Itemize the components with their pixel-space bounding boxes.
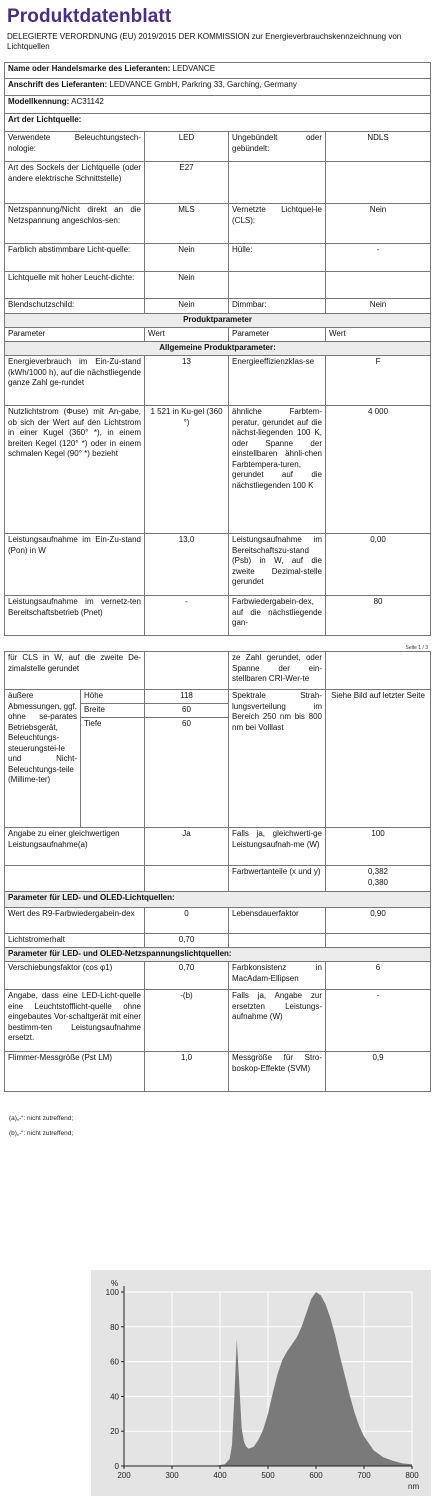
dimensions-label: äußere Abmessungen, ggf. ohne se-parates Betriebsgerät, Beleuchtungs-steuerungstei-le und Nicht-Beleuchtungs-teile (Millime-ter): [5, 690, 81, 828]
on-mode-power-value: 13,0: [145, 534, 229, 596]
supplier-name-value: LEDVANCE: [172, 64, 216, 73]
luminous-flux-value: 1 521 in Ku-gel (360 °): [145, 406, 229, 534]
dimmable-label: Dimmbar:: [229, 299, 326, 314]
energy-class-label: Energieeffizienzklas-se: [229, 356, 326, 406]
x-tick-label: 800: [405, 1471, 419, 1480]
col-header-parameter: Parameter: [5, 328, 145, 342]
page-number: Seite 1 / 3: [405, 645, 428, 651]
replacement-claim-label: Angabe, dass eine LED-Licht-quelle eine Leuchtstofflicht-quelle ohne eingebautes Vor-schaltgerät mit einer bestimm-ten Leistungsaufnahme ersetzt.: [5, 990, 145, 1052]
y-axis-label: %: [111, 1279, 119, 1288]
lumen-maintenance-value: 0,70: [145, 934, 229, 948]
technology-label: Verwendete Beleuchtungstech-nologie:: [5, 132, 145, 162]
cri-value: 80: [326, 596, 431, 636]
on-mode-power-label: Leistungsaufnahme im Ein-Zu-stand (Pon) in W: [5, 534, 145, 596]
r9-value: 0: [145, 908, 229, 934]
x-tick-label: 500: [261, 1471, 275, 1480]
x-tick-label: 600: [309, 1471, 323, 1480]
anti-glare-value: Nein: [145, 299, 229, 314]
col-header-parameter: Parameter: [229, 328, 326, 342]
y-tick-label: 20: [110, 1427, 119, 1437]
supplier-name-row: [5, 63, 431, 79]
empty-cell: [326, 934, 431, 948]
depth-value: 60: [145, 718, 229, 828]
cap-type-value: E27: [145, 162, 229, 204]
stroboscopic-label: Messgröße für Stro-boskop-Effekte (SVM): [229, 1052, 326, 1092]
networked-standby-label-cont: für CLS in W, auf die zweite De-zimalstelle gerundet: [5, 652, 145, 690]
stroboscopic-value: 0,9: [326, 1052, 431, 1092]
y-tick-label: 0: [114, 1462, 119, 1471]
height-value: 118: [145, 690, 229, 704]
cri-label: Farbwiedergabein-dex, auf die nächstliegende gan-: [229, 596, 326, 636]
regulation-subtitle: DELEGIERTE VERORDNUNG (EU) 2019/2015 DER KOMMISSION zur Energieverbrauchskennzeichnung von Lichtquellen: [7, 32, 402, 52]
y-tick-label: 80: [110, 1322, 119, 1332]
width-label: Breite: [81, 704, 145, 718]
flicker-value: 1,0: [145, 1052, 229, 1092]
mains-label: Netzspannung/Nicht direkt an die Netzspannung angeschlos-sen:: [5, 204, 145, 244]
chromaticity-x: 0,382: [367, 867, 389, 876]
product-parameters-heading: Produktparameter: [5, 314, 431, 328]
x-tick-label: 700: [357, 1471, 371, 1480]
y-tick-label: 100: [105, 1288, 119, 1297]
high-luminance-value: Nein: [145, 272, 229, 299]
product-data-table-page1: [4, 62, 431, 636]
x-axis-label: nm: [408, 1482, 420, 1491]
cri-label-cont: ze Zahl gerundet, oder Spanne der ein-stellbaren CRI-Wer-te: [229, 652, 326, 690]
col-header-value: Wert: [326, 328, 431, 342]
survival-factor-label: Lebensdauerfaktor: [229, 908, 326, 934]
product-data-table-page2: [4, 651, 431, 1092]
macadam-label: Farbkonsistenz in MacAdam-Ellipsen: [229, 962, 326, 990]
cap-type-label: Art des Sockels der Lichtquelle (oder andere elektrische Schnittstelle): [5, 162, 145, 204]
macadam-value: 6: [326, 962, 431, 990]
empty-cell: [229, 272, 326, 299]
colour-tunable-label: Farblich abstimmbare Licht-quelle:: [5, 244, 145, 272]
dimmable-value: Nein: [326, 299, 431, 314]
flicker-label: Flimmer-Messgröße (Pst LM): [5, 1052, 145, 1092]
cct-label: ähnliche Farbtem-peratur, gerundet auf die nächst-liegenden 100 K, oder Spanne der einstellbaren ähnli-chen Farbtempera-turen, gerundet auf die nächstliegenden 100 K: [229, 406, 326, 534]
energy-consumption-label: Energieverbrauch im Ein-Zu-stand (kWh/1000 h), auf die nächstliegende ganze Zahl ge-rundet: [5, 356, 145, 406]
connected-value: Nein: [326, 204, 431, 244]
mains-value: MLS: [145, 204, 229, 244]
chromaticity-label: Farbwertanteile (x und y): [229, 866, 326, 892]
x-tick-label: 200: [117, 1471, 131, 1480]
anti-glare-label: Blendschutzschild:: [5, 299, 145, 314]
replaced-power-value: -: [326, 990, 431, 1052]
networked-standby-label: Leistungsaufnahme im vernetz-ten Bereitschaftsbetrieb (Pnet): [5, 596, 145, 636]
equivalent-power-label: Angabe zu einer gleichwertigen Leistungsaufnahme(a): [5, 828, 145, 866]
empty-cell: [229, 162, 326, 204]
depth-label: Tiefe: [81, 718, 145, 828]
lumen-maintenance-label: Lichtstromerhalt: [5, 934, 145, 948]
height-label: Höhe: [81, 690, 145, 704]
equivalent-power-value: Ja: [145, 828, 229, 866]
high-luminance-label: Lichtquelle mit hoher Leucht-dichte:: [5, 272, 145, 299]
width-value: 60: [145, 704, 229, 718]
model-row: [5, 96, 431, 114]
spectral-distribution-chart: [91, 1270, 431, 1496]
networked-standby-value: -: [145, 596, 229, 636]
empty-cell: [229, 934, 326, 948]
replaced-power-label: Falls ja, Angabe zur ersetzten Leistungs-aufnahme (W): [229, 990, 326, 1052]
standby-power-label: Leistungsaufnahme im Bereitschaftszu-stand (Psb) in W, auf die zweite Dezimal-stelle gerundet: [229, 534, 326, 596]
spd-label: Spektrale Strah-lungsverteilung im Bereich 250 nm bis 800 nm bei Volllast: [229, 690, 326, 828]
equivalent-power-w-label: Falls ja, gleichwerti-ge Leistungsaufnah-me (W): [229, 828, 326, 866]
general-parameters-heading: Allgemeine Produktparameter:: [5, 342, 431, 356]
supplier-address-label: Anschrift des Lieferanten:: [8, 80, 108, 89]
equivalent-power-w-value: 100: [326, 828, 431, 866]
technology-value: LED: [145, 132, 229, 162]
displacement-factor-label: Verschiebungsfaktor (cos φ1): [5, 962, 145, 990]
chromaticity-y: 0,380: [367, 877, 389, 887]
footnote-a: (a)„-“: nicht zutreffend;: [9, 1115, 74, 1122]
empty-cell: [326, 272, 431, 299]
empty-cell: [145, 866, 229, 892]
energy-class-value: F: [326, 356, 431, 406]
spd-value: Siehe Bild auf letzter Seite: [326, 690, 431, 828]
page-title: Produktdatenblatt: [7, 6, 172, 27]
y-tick-label: 60: [110, 1357, 119, 1367]
connected-label: Vernetzte Lichtquel-le (CLS):: [229, 204, 326, 244]
x-tick-label: 300: [165, 1471, 179, 1480]
led-parameters-heading: Parameter für LED- und OLED-Lichtquellen:: [5, 892, 431, 908]
empty-cell: [5, 866, 145, 892]
supplier-address-row: [5, 79, 431, 96]
cct-value: 4 000: [326, 406, 431, 534]
directional-label: Ungebündelt oder gebündelt:: [229, 132, 326, 162]
directional-value: NDLS: [326, 132, 431, 162]
supplier-name-label: Name oder Handelsmarke des Lieferanten:: [8, 64, 171, 73]
r9-label: Wert des R9-Farbwiedergabein-dex: [5, 908, 145, 934]
colour-tunable-value: Nein: [145, 244, 229, 272]
model-value: AC31142: [71, 97, 104, 106]
col-header-value: Wert: [145, 328, 229, 342]
y-tick-label: 40: [110, 1392, 119, 1402]
supplier-address-value: LEDVANCE GmbH, Parkring 33, Garching, Germany: [109, 80, 297, 89]
envelope-label: Hülle:: [229, 244, 326, 272]
light-source-type-heading: Art der Lichtquelle:: [5, 114, 431, 132]
envelope-value: -: [326, 244, 431, 272]
empty-cell: [145, 652, 229, 690]
replacement-claim-value: -(b): [145, 990, 229, 1052]
footnote-b: (b)„-“: nicht zutreffend;: [9, 1130, 74, 1137]
standby-power-value: 0,00: [326, 534, 431, 596]
chromaticity-values: [326, 866, 431, 892]
energy-consumption-value: 13: [145, 356, 229, 406]
luminous-flux-label: Nutzlichtstrom (Φuse) mit An-gabe, ob sich der Wert auf den Lichtstrom in einer Kugel (360° *), in einem breiten Kegel (120° *) oder in einem schmalen Kegel (90° *) bezieht: [5, 406, 145, 534]
displacement-factor-value: 0,70: [145, 962, 229, 990]
spectrum-area: [210, 1292, 412, 1466]
mains-led-parameters-heading: Parameter für LED- und OLED-Netzspannungslichtquellen:: [5, 948, 431, 962]
empty-cell: [326, 162, 431, 204]
empty-cell: [326, 652, 431, 690]
x-tick-label: 400: [213, 1471, 227, 1480]
spectral-chart-svg: [91, 1270, 431, 1496]
model-label: Modellkennung:: [8, 97, 70, 106]
survival-factor-value: 0,90: [326, 908, 431, 934]
